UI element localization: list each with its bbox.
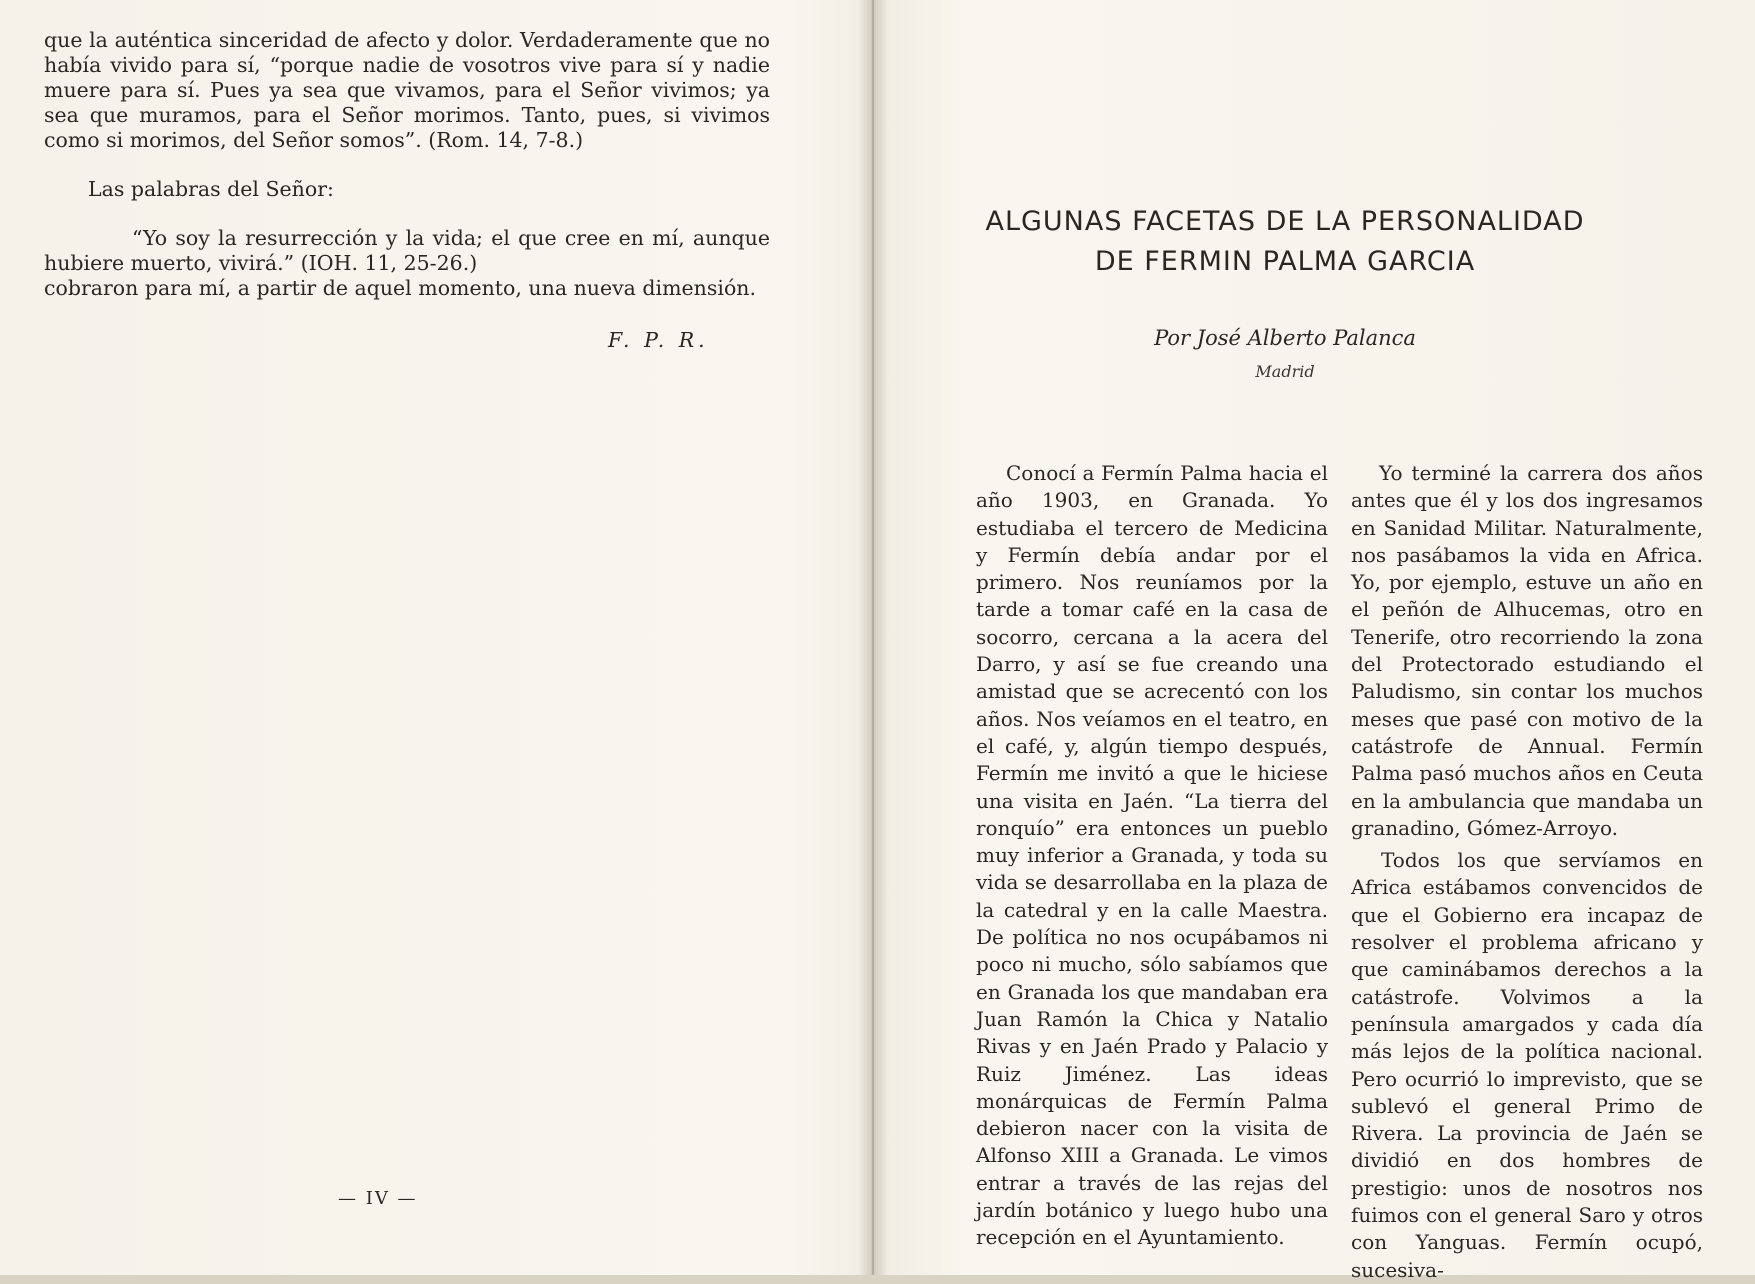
title-line-1: ALGUNAS FACETAS DE LA PERSONALIDAD xyxy=(985,206,1585,238)
title-line-2: DE FERMIN PALMA GARCIA xyxy=(1094,246,1476,278)
author-city: Madrid xyxy=(1255,362,1315,381)
text-column-1 xyxy=(976,460,1328,1252)
left-page xyxy=(0,0,860,1275)
left-page-text xyxy=(44,28,770,301)
body-paragraph: Todos los que servíamos en Africa estábamos convencidos de que el Gobierno era incapaz de resolver el problema africano y que caminábamos derechos a la catástrofe. Volvimos a la península amargados y cada día más lejos de la política nacional. Pero ocurrió lo imprevisto, que se sublevó el general Primo de Rivera. La provincia de Jaén se dividió en dos hombres de prestigio: unos de nosotros nos fuimos con el general Saro y otros con Yanguas. Fermín ocupó, sucesiva- xyxy=(1351,848,1703,1282)
closing-line: cobraron para mí, a partir de aquel momento, una nueva dimensión. xyxy=(44,276,757,300)
signature-initials: F. P. R. xyxy=(608,328,709,352)
body-paragraph: Conocí a Fermín Palma hacia el año 1903, en Granada. Yo estudiaba el tercero de Medicina y Fermín debía andar por el primero. Nos reuníamos por la tarde a tomar café en la casa de socorro, cercana a la acera del Darro, y así se fue creando una amistad que se acrecentó con los años. Nos veíamos en el teatro, en el café, y, algún tiempo después, Fermín me invitó a que le hiciese una visita en Jaén. “La tierra del ronquío” era entonces un pueblo muy inferior a Granada, y toda su vida se desarrollaba en la plaza de la catedral y en la calle Maestra. De política no nos ocupábamos ni poco ni mucho, sólo sabíamos que en Granada los que mandaban era Juan Ramón la Chica y Natalio Rivas y en Jaén Prado y Palacio y Ruiz Jiménez. Las ideas monárquicas de Fermín Palma debieron nacer con la visita de Alfonso XIII a Granada. Le vimos entrar a través de las rejas del jardín botánico y luego hubo una recepción en el Ayuntamiento. xyxy=(976,461,1328,1250)
scripture-quotation: “Yo soy la resurrección y la vida; el que cree en mí, aunque hubiere muerto, vivirá.” (IOH. 11, 25-26.) xyxy=(44,226,770,275)
lead-in-line: Las palabras del Señor: xyxy=(88,177,334,201)
book-gutter xyxy=(858,0,888,1275)
body-paragraph: Yo terminé la carrera dos años antes que él y los dos ingresamos en Sanidad Militar. Naturalmente, nos pasábamos la vida en Africa. Yo, por ejemplo, estuve un año en el peñón de Alhucemas, otro en Tenerife, otro recorriendo la zona del Protectorado estudiando el Paludismo, sin contar los muchos meses que pasé con motivo de la catástrofe de Annual. Fermín Palma pasó muchos años en Ceuta en la ambulancia que mandaba un granadino, Gómez-Arroyo. xyxy=(1351,461,1703,840)
page-number: — IV — xyxy=(338,1188,418,1209)
text-column-2 xyxy=(1351,460,1703,1284)
right-page xyxy=(890,0,1755,1282)
article-title xyxy=(980,202,1590,282)
body-paragraph: que la auténtica sinceridad de afecto y dolor. Verdaderamente que no había vivido para sí, “porque nadie de vosotros vive para sí y nadie muere para sí. Pues ya sea que vivamos, para el Señor vivimos; ya sea que muramos, para el Señor morimos. Tanto, pues, si vivimos como si morimos, del Señor somos”. (Rom. 14, 7-8.) xyxy=(44,28,770,152)
author-byline: Por José Alberto Palanca xyxy=(1154,326,1416,350)
